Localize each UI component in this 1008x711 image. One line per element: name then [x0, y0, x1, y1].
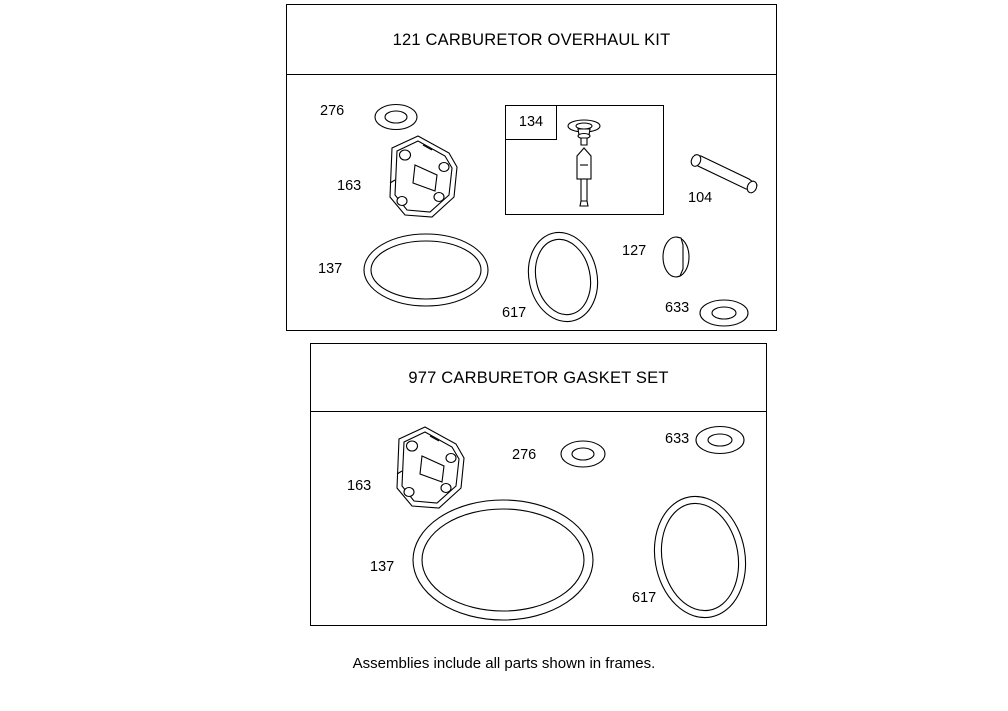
part-163-flange-gasket — [390, 136, 457, 217]
part-276-washer — [375, 105, 417, 130]
callout-163-kit: 163 — [337, 178, 362, 194]
callout-134-label: 134 — [518, 114, 544, 130]
part-617-o-ring-2 — [645, 489, 755, 625]
callout-276-kit: 276 — [320, 103, 345, 119]
carburetor-gasket-set-frame — [310, 343, 767, 626]
callout-633-set: 633 — [665, 431, 690, 447]
callout-617-set: 617 — [632, 590, 657, 606]
carburetor-overhaul-kit-frame — [286, 4, 777, 331]
callout-276-set: 276 — [512, 447, 537, 463]
part-633-seal — [700, 300, 748, 326]
callout-163-set: 163 — [347, 478, 372, 494]
part-633-seal-2 — [696, 427, 744, 454]
callout-137-kit: 137 — [318, 261, 343, 277]
callout-104-kit: 104 — [688, 190, 713, 206]
overhaul-kit-artwork — [287, 5, 776, 330]
frame-title-overhaul-kit: 121 CARBURETOR OVERHAUL KIT — [287, 5, 776, 75]
part-163-flange-gasket-2 — [397, 427, 464, 508]
callout-633-kit: 633 — [665, 300, 690, 316]
part-104-pin — [689, 153, 758, 194]
part-137-bowl-gasket-2 — [413, 500, 593, 620]
part-137-bowl-gasket — [364, 234, 488, 306]
part-617-o-ring — [520, 226, 605, 328]
frame-title-gasket-set: 977 CARBURETOR GASKET SET — [311, 344, 766, 412]
part-134-float-valve — [568, 120, 600, 206]
part-127-welch-plug — [663, 237, 689, 277]
part-276-washer-2 — [561, 441, 605, 467]
callout-617-kit: 617 — [502, 305, 527, 321]
diagram-caption: Assemblies include all parts shown in frames. — [352, 655, 656, 672]
gasket-set-artwork — [311, 344, 766, 625]
callout-127-kit: 127 — [622, 243, 647, 259]
callout-137-set: 137 — [370, 559, 395, 575]
